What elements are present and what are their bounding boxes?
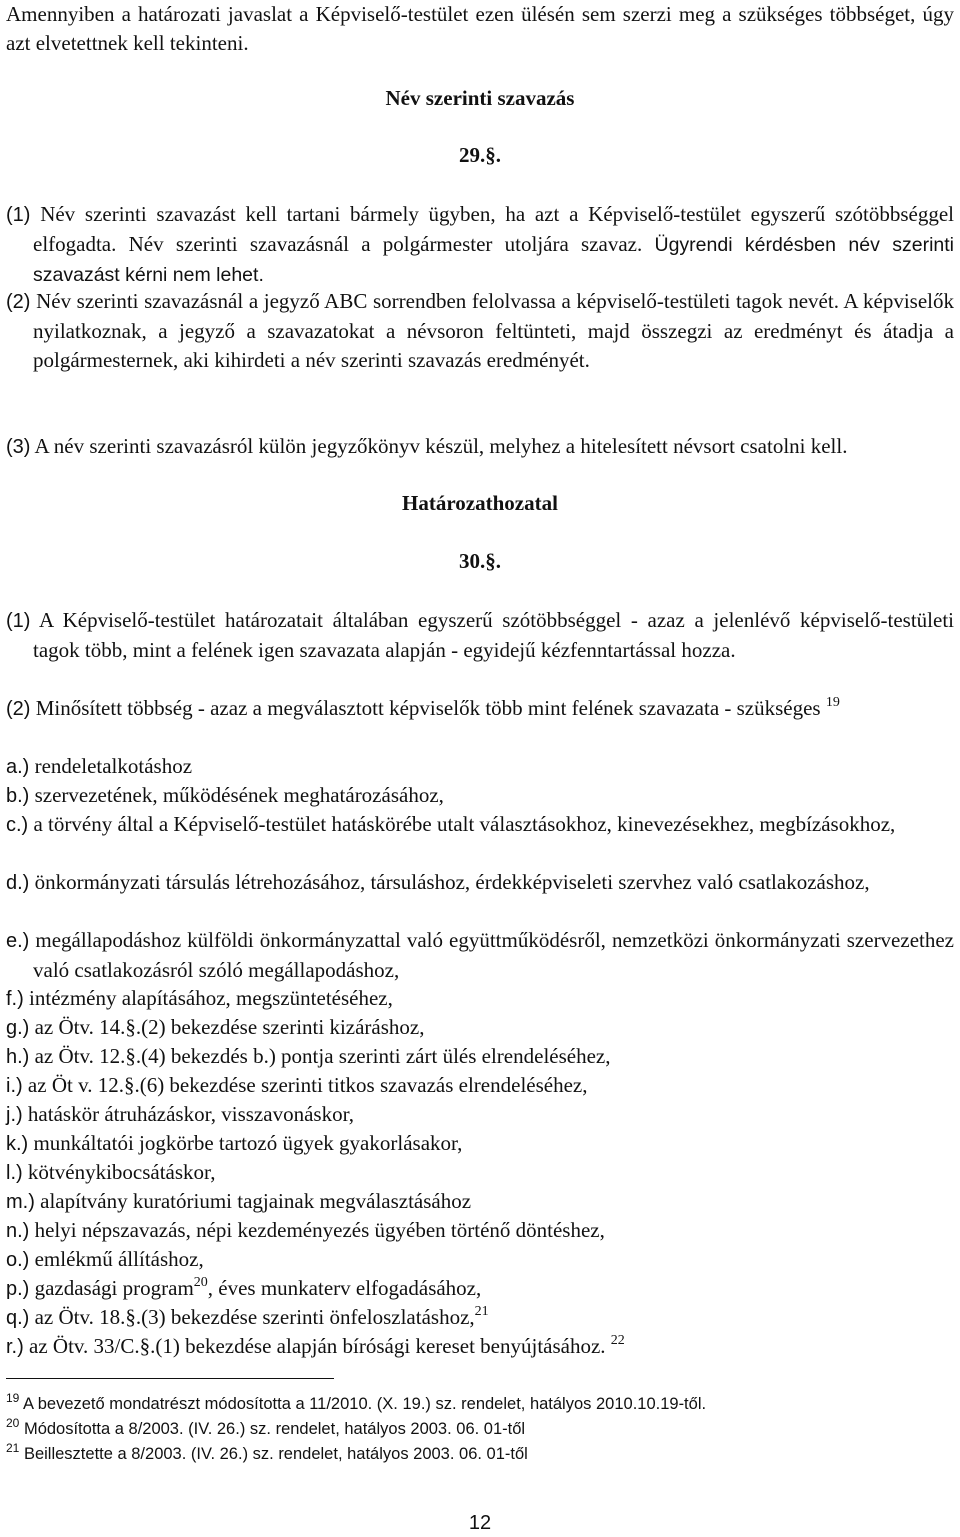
footnote: [6, 1443, 954, 1465]
item-mark: m.): [6, 1191, 35, 1213]
item-text: az Ötv. 33/C.§.(1) bekezdése alapján bírósági kereset benyújtásához.: [29, 1334, 606, 1358]
item-text: az Öt v. 12.§.(6) bekezdése szerinti titkos szavazás elrendeléséhez,: [27, 1073, 588, 1097]
paragraph-text: Név szerinti szavazásnál a jegyző ABC sorrendben felolvassa a képviselő-testületi tagok nevét. A képviselők nyilatkoznak, a jegyző a szavazatokat a névsoron feltünteti, majd összegzi az eredményt és átadja a polgármesternek, aki kihirdeti a név szerinti szavazás eredményét.: [33, 289, 955, 372]
list-item: [6, 1245, 954, 1275]
item-text: munkáltatói jogkörbe tartozó ügyek gyakorlásakor,: [33, 1131, 463, 1155]
footnote: [6, 1418, 954, 1440]
item-mark: h.): [6, 1046, 30, 1068]
section-number-30: 30.§.: [459, 549, 501, 573]
paragraph-29-3: [6, 432, 954, 462]
item-mark: i.): [6, 1075, 23, 1097]
list-item: [6, 926, 954, 985]
list-item: [6, 1158, 954, 1188]
paragraph-number: (1): [6, 610, 31, 632]
item-mark: d.): [6, 872, 30, 894]
item-mark: b.): [6, 785, 30, 807]
list-item: [6, 752, 954, 782]
footnote-number: 20: [6, 1416, 20, 1430]
footnote-ref: 20: [193, 1275, 208, 1290]
item-text: az Ötv. 12.§.(4) bekezdés b.) pontja szerinti zárt ülés elrendeléséhez,: [34, 1044, 611, 1068]
page-number: 12: [468, 1512, 492, 1534]
list-item: [6, 1332, 954, 1362]
item-mark: p.): [6, 1278, 30, 1300]
footnote-text: Beillesztette a 8/2003. (IV. 26.) sz. rendelet, hatályos 2003. 06. 01-től: [23, 1445, 528, 1463]
item-text-after: , éves munkaterv elfogadásához,: [207, 1276, 482, 1300]
list-item: [6, 1071, 954, 1101]
paragraph-text: Név szerinti szavazást kell tartani bármely ügyben, ha azt a Képviselő-testület egyszerű szótöbbséggel elfogadta. Név szerinti szavazásnál a polgármester utoljára szavaz.: [33, 202, 954, 256]
footnote-text: A bevezető mondatrészt módosította a 11/2010. (X. 19.) sz. rendelet, hatályos 2010.10.19-től.: [23, 1395, 707, 1413]
list-item: [6, 1187, 954, 1217]
item-text: intézmény alapításához, megszüntetéséhez,: [29, 986, 393, 1010]
paragraph-text: A Képviselő-testület határozatait általában egyszerű szótöbbséggel - azaz a jelenlévő képviselő-testületi tagok több, mint a felének igen szavazata alapján - egyidejű kézfenntartással hozza.: [33, 608, 954, 662]
item-mark: c.): [6, 814, 29, 836]
section-number-29: 29.§.: [459, 143, 501, 167]
intro-paragraph: Amennyiben a határozati javaslat a Képviselő-testület ezen ülésén sem szerzi meg a szükséges többséget, úgy azt elvetettnek kell tekinteni.: [6, 2, 954, 55]
paragraph-29-1: [6, 200, 954, 290]
item-text: az Ötv. 18.§.(3) bekezdése szerinti önfeloszlatáshoz,: [34, 1305, 475, 1329]
list-item: [6, 1100, 954, 1130]
list-item: [6, 1013, 954, 1043]
item-text: rendeletalkotáshoz: [34, 754, 193, 778]
item-mark: g.): [6, 1017, 30, 1039]
list-item: [6, 984, 954, 1014]
list-item: [6, 1303, 954, 1333]
section-title-hatarozathozatal: Határozathozatal: [402, 491, 558, 515]
item-text: gazdasági program: [34, 1276, 194, 1300]
list-item: [6, 868, 954, 898]
item-text: emlékmű állításhoz,: [34, 1247, 204, 1271]
section-title-nev-szerinti-szavazas: Név szerinti szavazás: [385, 86, 575, 110]
item-mark: a.): [6, 756, 30, 778]
item-text: hatáskör átruházáskor, visszavonáskor,: [27, 1102, 354, 1126]
list-item: [6, 810, 954, 840]
paragraph-number: (2): [6, 698, 31, 720]
paragraph-30-2: [6, 694, 954, 724]
footnote-number: 19: [6, 1391, 20, 1405]
list-item: [6, 1274, 954, 1304]
item-text: megállapodáshoz külföldi önkormányzattal való együttműködésről, nemzetközi önkormányzati szervezethez való csatlakozásról szóló megállapodáshoz,: [33, 928, 954, 982]
item-mark: e.): [6, 930, 30, 952]
footnote-ref: 22: [610, 1333, 625, 1348]
footnote-text: Módosította a 8/2003. (IV. 26.) sz. rendelet, hatályos 2003. 06. 01-től: [23, 1420, 526, 1438]
footnote-ref: 19: [825, 695, 840, 710]
item-text: a törvény által a Képviselő-testület hatáskörébe utalt választásokhoz, kinevezésekhez, megbízásokhoz,: [33, 812, 896, 836]
item-mark: j.): [6, 1104, 23, 1126]
list-item: [6, 1042, 954, 1072]
paragraph-text-sans: Ügyrendi kérdésben név szerinti szavazást kérni nem lehet.: [33, 234, 955, 286]
paragraph-number: (2): [6, 291, 31, 313]
item-text: kötvénykibocsátáskor,: [27, 1160, 216, 1184]
paragraph-30-1: [6, 606, 954, 665]
item-mark: q.): [6, 1307, 30, 1329]
item-mark: r.): [6, 1336, 24, 1358]
list-item: [6, 781, 954, 811]
item-text: helyi népszavazás, népi kezdeményezés ügyében történő döntéshez,: [34, 1218, 605, 1242]
item-text: az Ötv. 14.§.(2) bekezdése szerinti kizáráshoz,: [34, 1015, 425, 1039]
item-mark: n.): [6, 1220, 30, 1242]
item-text: szervezetének, működésének meghatározásához,: [34, 783, 444, 807]
list-item: [6, 1129, 954, 1159]
paragraph-29-2: [6, 287, 954, 375]
list-item: [6, 1216, 954, 1246]
item-mark: l.): [6, 1162, 23, 1184]
paragraph-text: Minősített többség - azaz a megválasztott képviselők több mint felének szavazata - szükséges: [35, 696, 821, 720]
item-text: alapítvány kuratóriumi tagjainak megválasztásához: [40, 1189, 472, 1213]
footnote-ref: 21: [474, 1304, 489, 1319]
footnote-number: 21: [6, 1441, 20, 1455]
paragraph-number: (1): [6, 204, 31, 226]
paragraph-text: A név szerinti szavazásról külön jegyzőkönyv készül, melyhez a hitelesített névsort csatolni kell.: [34, 434, 848, 458]
footnote: [6, 1393, 954, 1415]
footnote-divider: [6, 1378, 334, 1379]
item-text: önkormányzati társulás létrehozásához, társuláshoz, érdekképviseleti szervhez való csatlakozáshoz,: [34, 870, 870, 894]
item-mark: f.): [6, 988, 24, 1010]
item-mark: o.): [6, 1249, 30, 1271]
item-mark: k.): [6, 1133, 29, 1155]
paragraph-number: (3): [6, 436, 31, 458]
